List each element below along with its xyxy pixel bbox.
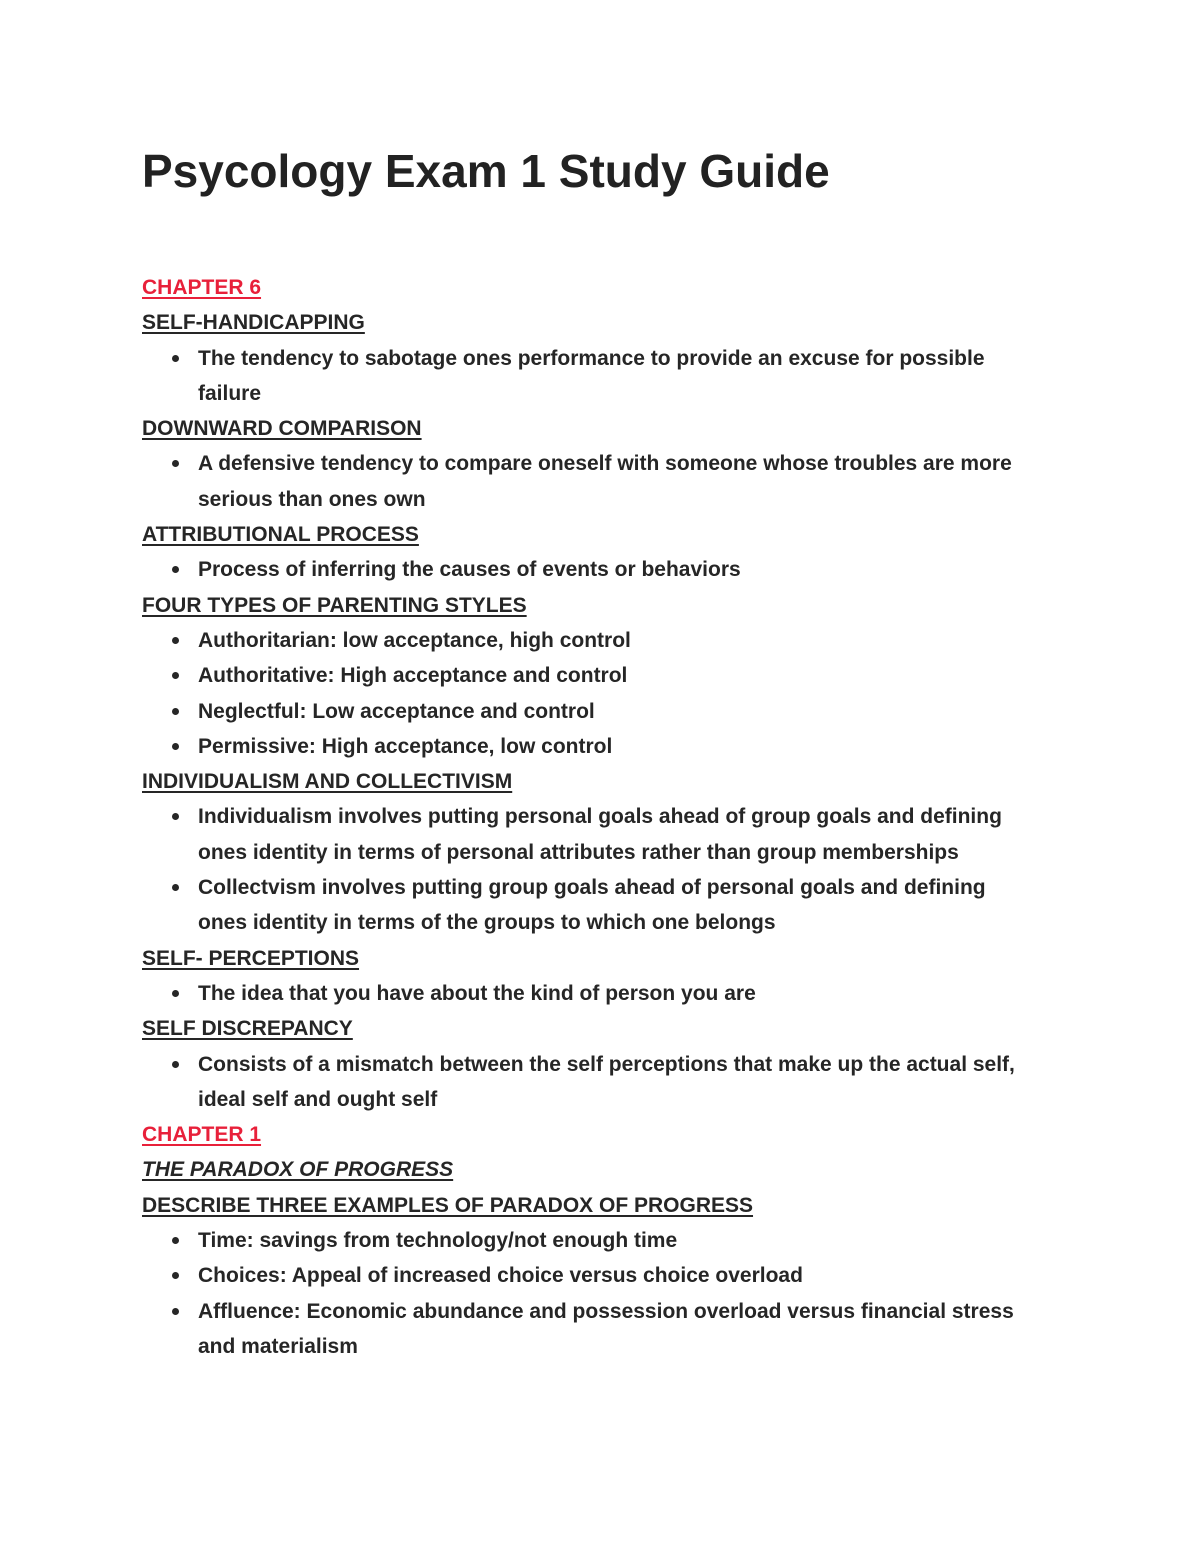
section-heading: SELF- PERCEPTIONS <box>142 946 360 970</box>
bullet-item <box>142 870 1038 941</box>
chapter-6 <box>142 270 1062 1117</box>
bullet-list <box>142 1047 1062 1118</box>
bullet-item <box>142 1294 1038 1365</box>
bullet-text: Time: savings from technology/not enough time <box>198 1229 678 1253</box>
section-heading: DESCRIBE THREE EXAMPLES OF PARADOX OF PROGRESS <box>142 1193 754 1217</box>
section-parenting-styles <box>142 588 1062 764</box>
bullet-list <box>142 446 1062 517</box>
bullet-item <box>142 1258 1038 1293</box>
bullet-text: Authoritative: High acceptance and control <box>198 664 628 688</box>
bullet-text: Process of inferring the causes of events or behaviors <box>198 558 741 582</box>
bullet-item <box>142 446 1038 517</box>
bullet-item <box>142 552 1038 587</box>
document-content <box>142 270 1062 1364</box>
bullet-text: Affluence: Economic abundance and possession overload versus financial stress and materialism <box>198 1299 1014 1358</box>
bullet-icon <box>172 566 179 573</box>
section-paradox-of-progress <box>142 1152 1062 1187</box>
bullet-item <box>142 799 1038 870</box>
document-title: Psycology Exam 1 Study Guide <box>142 145 830 197</box>
bullet-item <box>142 694 1038 729</box>
bullet-item <box>142 341 1038 412</box>
document-page <box>142 140 1062 1364</box>
section-heading: SELF-HANDICAPPING <box>142 311 365 335</box>
section-heading: SELF DISCREPANCY <box>142 1017 353 1041</box>
bullet-text: The idea that you have about the kind of person you are <box>198 981 756 1005</box>
chapter-1 <box>142 1117 1062 1364</box>
section-heading: ATTRIBUTIONAL PROCESS <box>142 523 419 547</box>
bullet-icon <box>172 990 179 997</box>
bullet-text: Permissive: High acceptance, low control <box>198 734 613 758</box>
bullet-text: A defensive tendency to compare oneself with someone whose troubles are more serious than ones own <box>198 452 1012 511</box>
section-heading: DOWNWARD COMPARISON <box>142 417 422 441</box>
bullet-text: Authoritarian: low acceptance, high control <box>198 628 631 652</box>
bullet-list <box>142 623 1062 764</box>
bullet-icon <box>172 460 179 467</box>
bullet-icon <box>172 637 179 644</box>
bullet-text: Individualism involves putting personal goals ahead of group goals and defining ones identity in terms of personal attributes rather than group memberships <box>198 805 1002 864</box>
section-heading: INDIVIDUALISM AND COLLECTIVISM <box>142 770 513 794</box>
bullet-icon <box>172 1237 179 1244</box>
section-self-discrepancy <box>142 1011 1062 1117</box>
bullet-icon <box>172 672 179 679</box>
bullet-text: Neglectful: Low acceptance and control <box>198 699 595 723</box>
bullet-list <box>142 341 1062 412</box>
section-individualism-collectivism <box>142 764 1062 940</box>
section-attributional-process <box>142 517 1062 588</box>
bullet-text: Collectvism involves putting group goals ahead of personal goals and defining ones identity in terms of the groups to which one belongs <box>198 876 986 935</box>
bullet-icon <box>172 1308 179 1315</box>
section-paradox-examples <box>142 1188 1062 1364</box>
bullet-icon <box>172 813 179 820</box>
bullet-item <box>142 623 1038 658</box>
bullet-item <box>142 1047 1038 1118</box>
section-downward-comparison <box>142 411 1062 517</box>
bullet-text: The tendency to sabotage ones performance to provide an excuse for possible failure <box>198 346 985 405</box>
bullet-text: Consists of a mismatch between the self perceptions that make up the actual self, ideal self and ought self <box>198 1052 1015 1111</box>
bullet-list <box>142 976 1062 1011</box>
bullet-list <box>142 1223 1062 1364</box>
bullet-icon <box>172 1272 179 1279</box>
chapter-heading: CHAPTER 1 <box>142 1123 262 1147</box>
bullet-list <box>142 799 1062 940</box>
bullet-icon <box>172 884 179 891</box>
bullet-icon <box>172 708 179 715</box>
bullet-item <box>142 658 1038 693</box>
bullet-icon <box>172 743 179 750</box>
bullet-icon <box>172 355 179 362</box>
chapter-heading: CHAPTER 6 <box>142 276 262 299</box>
section-self-perceptions <box>142 941 1062 1012</box>
bullet-item <box>142 729 1038 764</box>
section-self-handicapping <box>142 305 1062 411</box>
bullet-icon <box>172 1061 179 1068</box>
section-heading: FOUR TYPES OF PARENTING STYLES <box>142 593 527 617</box>
bullet-item <box>142 976 1038 1011</box>
section-heading: THE PARADOX OF PROGRESS <box>142 1158 454 1182</box>
bullet-item <box>142 1223 1038 1258</box>
bullet-list <box>142 552 1062 587</box>
bullet-text: Choices: Appeal of increased choice versus choice overload <box>198 1264 803 1288</box>
